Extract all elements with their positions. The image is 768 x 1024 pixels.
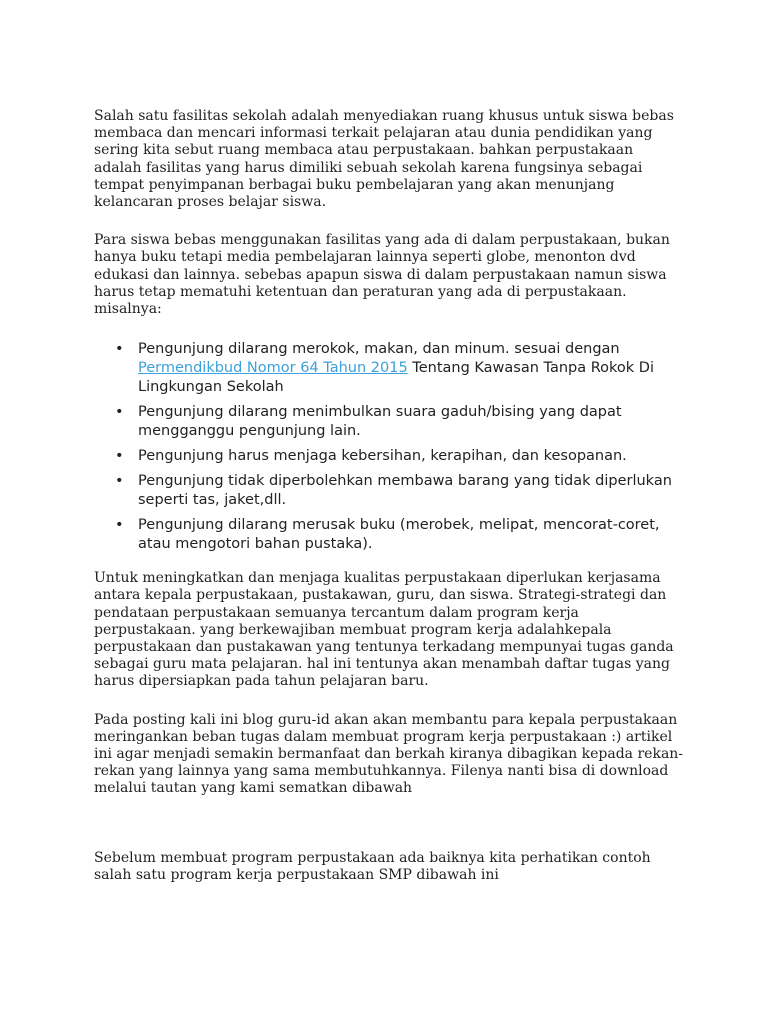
list-item bbox=[94, 472, 684, 510]
list-item bbox=[94, 447, 684, 466]
bullet-icon: • bbox=[115, 341, 124, 358]
rule-text: Pengunjung harus menjaga kebersihan, kerapihan, dan kesopanan. bbox=[138, 448, 627, 465]
bullet-icon: • bbox=[115, 517, 124, 534]
list-item bbox=[94, 403, 684, 441]
document-page bbox=[94, 108, 684, 884]
paragraph-example-intro: Sebelum membuat program perpustakaan ada baiknya kita perhatikan contoh salah satu program kerja perpustakaan SMP dibawah ini bbox=[94, 849, 651, 883]
list-item bbox=[94, 516, 684, 554]
rule-text: Pengunjung tidak diperbolehkan membawa barang yang tidak diperlukan seperti tas, jaket,dll. bbox=[138, 473, 672, 509]
rule-text: Pengunjung dilarang merokok, makan, dan minum. sesuai dengan bbox=[138, 341, 620, 358]
paragraph-cooperation: Untuk meningkatkan dan menjaga kualitas perpustakaan diperlukan kerjasama antara kepala perpustakaan, pustakawan, guru, dan siswa. Strategi-strategi dan pendataan perpustakaan semuanya tercantum dalam program kerja perpustakaan. yang berkewajiban membuat program kerja adalahkepala perpustakaan dan pustakawan yang tentunya terkadang mempunyai tugas ganda sebagai guru mata pelajaran. hal ini tentunya akan menambah daftar tugas yang harus dipersiapkan pada tahun pelajaran baru. bbox=[94, 570, 674, 690]
rule-text: Pengunjung dilarang merusak buku (merobek, melipat, mencorat-coret, atau mengotori bahan pustaka). bbox=[138, 517, 660, 553]
bullet-icon: • bbox=[115, 404, 124, 421]
bullet-icon: • bbox=[115, 473, 124, 490]
permendikbud-link[interactable]: Permendikbud Nomor 64 Tahun 2015 bbox=[138, 360, 408, 377]
rule-text: Tentang Kawasan Tanpa Rokok Di Lingkungan Sekolah bbox=[138, 360, 654, 396]
paragraph-blog-post: Pada posting kali ini blog guru-id akan akan membantu para kepala perpustakaan meringankan beban tugas dalam membuat program kerja perpustakaan :) artikel ini agar menjadi semakin bermanfaat dan berkah kiranya dibagikan kepada rekan-rekan yang lainnya yang sama membutuhkannya. Filenya nanti bisa di download melalui tautan yang kami sematkan dibawah bbox=[94, 711, 684, 797]
rule-text: Pengunjung dilarang menimbulkan suara gaduh/bising yang dapat mengganggu pengunjung lain. bbox=[138, 404, 622, 440]
list-item bbox=[94, 340, 684, 397]
bullet-icon: • bbox=[115, 448, 124, 465]
paragraph-facilities: Para siswa bebas menggunakan fasilitas yang ada di dalam perpustakaan, bukan hanya buku tetapi media pembelajaran lainnya seperti globe, menonton dvd edukasi dan lainnya. sebebas apapun siswa di dalam perpustakaan namun siswa harus tetap mematuhi ketentuan dan peraturan yang ada di perpustakaan. misalnya: bbox=[94, 232, 670, 318]
paragraph-intro: Salah satu fasilitas sekolah adalah menyediakan ruang khusus untuk siswa bebas membaca dan mencari informasi terkait pelajaran atau dunia pendidikan yang sering kita sebut ruang membaca atau perpustakaan. bahkan perpustakaan adalah fasilitas yang harus dimiliki sebuah sekolah karena fungsinya sebagai tempat penyimpanan berbagai buku pembelajaran yang akan menunjang kelancaran proses belajar siswa. bbox=[94, 108, 674, 211]
library-rules-list bbox=[94, 340, 684, 554]
